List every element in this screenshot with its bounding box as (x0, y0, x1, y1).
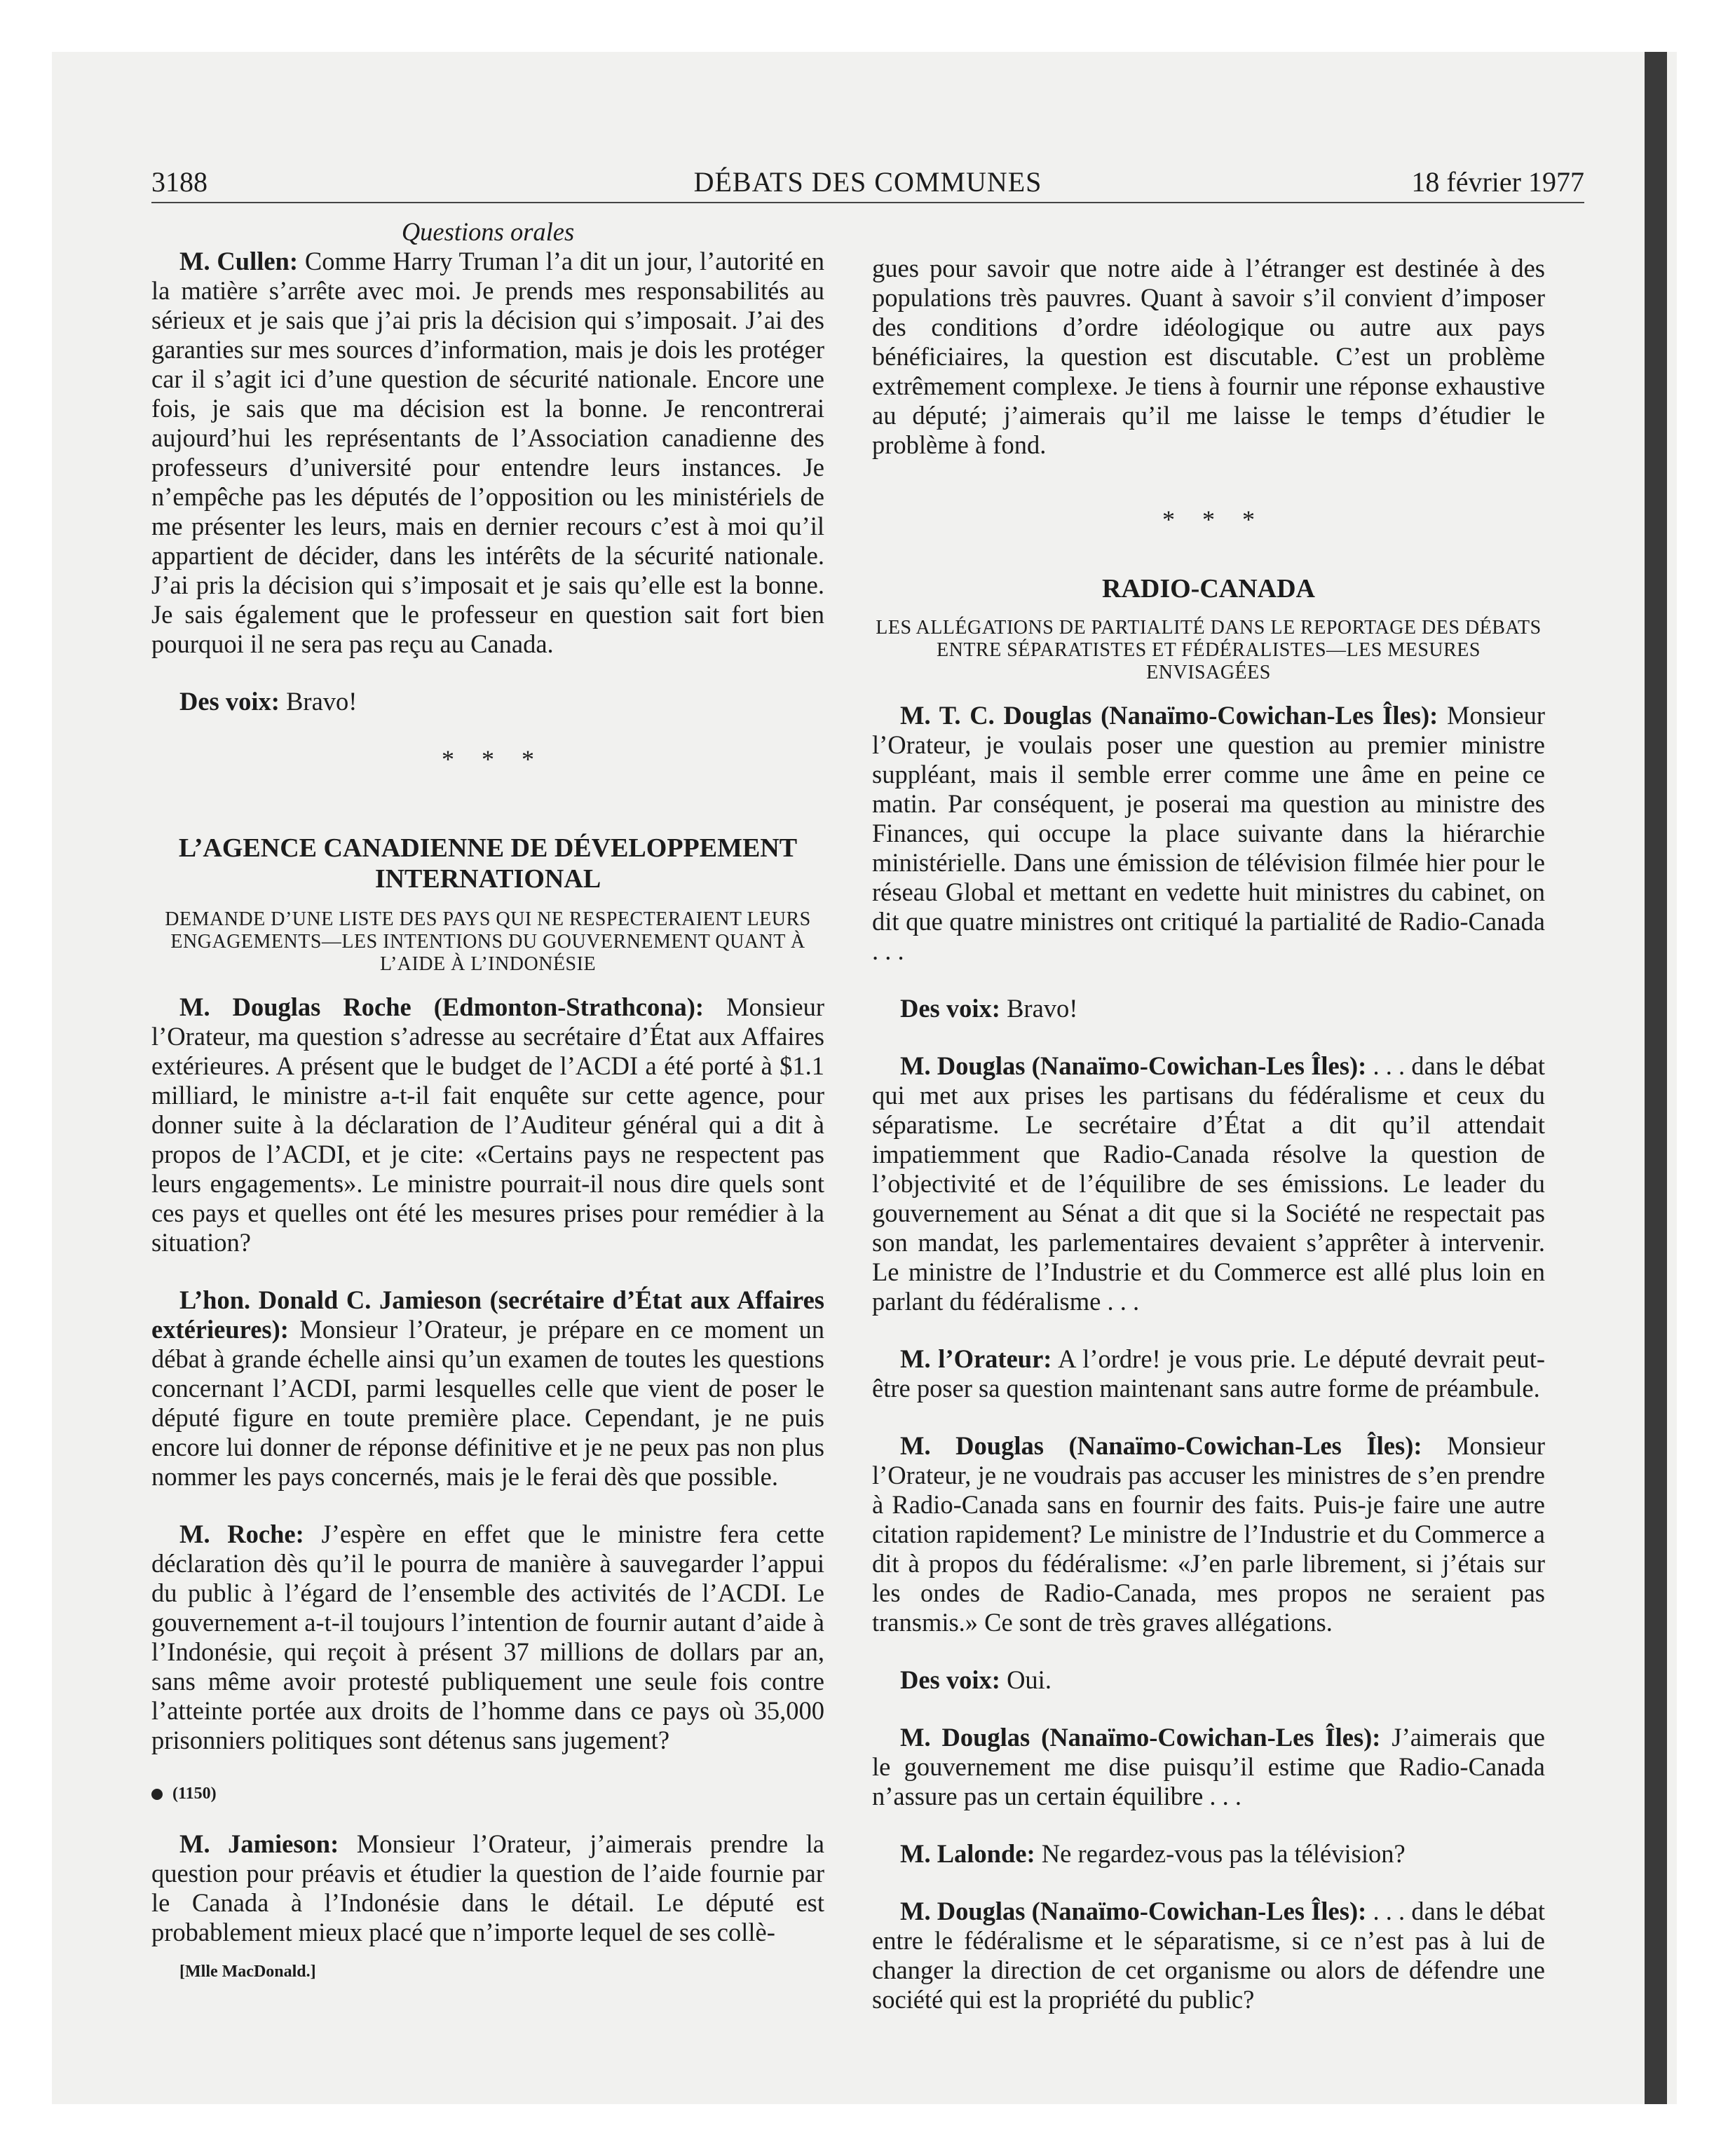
header-date: 18 février 1977 (1411, 166, 1584, 198)
section-title-acdi: L’AGENCE CANADIENNE DE DÉVELOPPEMENT INTERNATIONAL (178, 833, 798, 894)
paragraph-jamieson-2 (151, 1829, 824, 1947)
paragraph-text: A l’ordre! je vous prie. Le député devrait peut-être poser sa question maintenant sans autre forme de préambule. (872, 1344, 1545, 1403)
speaker-name: M. Jamieson: (179, 1829, 339, 1858)
paragraph-text: Monsieur l’Orateur, j’aimerais prendre la question pour préavis et étudier la question de l’aide fournie par le Canada à l’Indonésie dans le détail. Le député est probablement mieux placé que n’importe lequel de ses collè- (151, 1829, 824, 1946)
paragraph-douglas-2 (872, 1051, 1545, 1316)
section-subhead-acdi: DEMANDE D’UNE LISTE DES PAYS QUI NE RESPECTERAIENT LEURS ENGAGEMENTS—LES INTENTIONS DU GOUVERNEMENT QUANT À L’AIDE À L’INDONÉSIE (165, 908, 811, 975)
paragraph-douglas-4 (872, 1723, 1545, 1811)
page-header (151, 163, 1584, 203)
paragraph-text: Monsieur l’Orateur, ma question s’adresse au secrétaire d’État aux Affaires extérieures. A présent que le budget de l’ACDI a été porté à $1.1 milliard, le ministre a-t-il fait enquête sur cette agence, pour donner suite à la déclaration de l’Auditeur général qui a dit à propos de l’ACDI, et je cite: «Certains pays ne respectent pas leurs engagements». Le ministre pourrait-il nous dire quels sont ces pays et quelles ont été les mesures prises pour remédier à la situation? (151, 992, 825, 1257)
left-column (151, 217, 824, 1986)
paragraph-jamieson (151, 1285, 824, 1492)
paragraph-cullen (151, 247, 824, 659)
paragraph-roche-2 (151, 1520, 824, 1755)
speaker-name: M. Lalonde: (900, 1839, 1035, 1868)
paragraph-continuation: gues pour savoir que notre aide à l’étranger est destinée à des populations très pauvres. Quant à savoir s’il convient d’imposer des conditions d’ordre idéologique ou autre aux pays bénéficiaires, la question est discutable. C’est un problème extrêmement complexe. Je tiens à fournir une réponse exhaustive au député; j’aimerais qu’il me laisse le temps d’étudier le problème à fond. (872, 254, 1545, 459)
paragraph-text: Bravo! (1000, 994, 1078, 1023)
time-marker-text: (1150) (172, 1785, 217, 1803)
section-title-radio-canada: RADIO-CANADA (1102, 574, 1315, 603)
speaker-name: Des voix: (179, 687, 280, 716)
section-separator: * * * (1162, 505, 1255, 533)
paragraph-orateur (872, 1344, 1545, 1403)
speaker-name: M. Douglas (Nanaïmo-Cowichan-Les Îles): (900, 1051, 1367, 1080)
speaker-name: M. T. C. Douglas (Nanaïmo-Cowichan-Les Îles): (900, 701, 1438, 730)
speaker-name: L’hon. Donald C. Jamieson (secrétaire d’État aux Affaires extérieures): (151, 1285, 824, 1344)
paragraph-text: Monsieur l’Orateur, je prépare en ce moment un débat à grande échelle ainsi qu’un examen de toutes les questions concernant l’ACDI, parmi lesquelles celle que vient de poser le député figure en toute première place. Cependant, je ne puis encore lui donner de réponse définitive et je ne peux pas non plus nommer les pays concernés, mais je le ferai dès que possible. (151, 1315, 824, 1491)
speaker-signature: [Mlle MacDonald.] (179, 1963, 316, 1981)
paragraph-text: J’espère en effet que le ministre fera cette déclaration dès qu’il le pourra de manière à sauvegarder l’appui du public à l’égard de l’ensemble des activités de l’ACDI. Le gouvernement a-t-il toujours l’intention de fournir autant d’aide à l’Indonésie, qui reçoit à présent 37 millions de dollars par an, sans même avoir protesté publiquement une seule fois contre l’atteinte portée aux droits de l’homme dans ce pays où 35,000 prisonniers politiques sont détenus sans jugement? (151, 1520, 824, 1754)
speaker-name: M. Douglas (Nanaïmo-Cowichan-Les Îles): (900, 1723, 1381, 1752)
right-column (872, 217, 1545, 2014)
paragraph-des-voix (872, 994, 1545, 1023)
speaker-name: M. Douglas Roche (Edmonton-Strathcona): (179, 992, 705, 1021)
paragraph-text: Monsieur l’Orateur, je ne voudrais pas accuser les ministres de s’en prendre à Radio-Canada sans en fournir des faits. Puis-je faire une autre citation rapidement? Le ministre de l’Industrie et du Commerce a dit à propos du fédéralisme: «J’en parle librement, si j’étais sur les ondes de Radio-Canada, mes propos ne seraient pas transmis.» Ce sont de très graves allégations. (872, 1431, 1545, 1637)
page-number: 3188 (151, 166, 207, 198)
section-kicker: Questions orales (401, 217, 575, 246)
paragraph-text: Ne regardez-vous pas la télévision? (1035, 1839, 1406, 1868)
paragraph-text: J’aimerais que le gouvernement me dise puisqu’il estime que Radio-Canada n’assure pas un certain équilibre . . . (872, 1723, 1545, 1810)
speaker-name: M. Douglas (Nanaïmo-Cowichan-Les Îles): (900, 1431, 1422, 1460)
paragraph-roche (151, 992, 824, 1257)
paragraph-text: Comme Harry Truman l’a dit un jour, l’autorité en la matière s’arrête avec moi. Je prends mes responsabilités au sérieux et je sais que j’ai pris la décision qui s’imposait. J’ai des garanties sur mes sources d’information, mais je dois les protéger car il s’agit ici d’une question de sécurité nationale. Encore une fois, je sais que ma décision est la bonne. Je rencontrerai aujourd’hui les représentants de l’Association canadienne des professeurs d’université pour entendre leurs instances. Je n’empêche pas les députés de l’opposition ou les ministériels de me présenter les leurs, mais en dernier recours c’est à moi qu’il appartient de décider, dans les intérêts de la sécurité nationale. J’ai pris la décision qui s’imposait et je sais qu’elle est la bonne. Je sais également que le professeur en question sait fort bien pourquoi il ne sera pas reçu au Canada. (151, 247, 825, 658)
paragraph-douglas-3 (872, 1431, 1545, 1637)
paragraph-text: Monsieur l’Orateur, je voulais poser une question au premier ministre suppléant, mais il semble errer comme une âme en peine ce matin. Par conséquent, je poserai ma question au ministre des Finances, qui occupe la place suivante dans la hiérarchie ministérielle. Dans une émission de télévision filmée hier pour le réseau Global et mettant en vedette huit ministres du cabinet, on dit que quatre ministres ont critiqué la partialité de Radio-Canada . . . (872, 701, 1545, 965)
speaker-name: M. l’Orateur: (900, 1344, 1052, 1373)
paragraph-text: Oui. (1000, 1665, 1052, 1694)
paragraph-lalonde (872, 1839, 1545, 1869)
paragraph-text: Bravo! (279, 687, 358, 716)
speaker-name: Des voix: (900, 1665, 1000, 1694)
time-marker (151, 1779, 824, 1808)
paragraph-des-voix-2 (872, 1665, 1545, 1695)
section-subhead-radio-canada: LES ALLÉGATIONS DE PARTIALITÉ DANS LE REPORTAGE DES DÉBATS ENTRE SÉPARATISTES ET FÉDÉRALISTES—LES MESURES ENVISAGÉES (876, 617, 1542, 683)
paragraph-text: . . . dans le débat entre le fédéralisme et le séparatisme, si ce n’est pas à lui de changer la direction de cet organisme ou alors de défendre une société qui est la propriété du public? (872, 1897, 1546, 2014)
paragraph-douglas-5 (872, 1897, 1545, 2014)
speaker-name: M. Roche: (179, 1520, 304, 1548)
paragraph-text: . . . dans le débat qui met aux prises les partisans du fédéralisme et ceux du séparatisme. Le secrétaire d’État a dit qu’il attendait impatiemment que Radio-Canada résolve la question de l’objectivité et de l’équilibre de ses émissions. Le leader du gouvernement au Sénat a dit que si la Société ne respectait pas son mandat, les parlementaires devaient s’apprêter à intervenir. Le ministre de l’Industrie et du Commerce est allé plus loin en parlant du fédéralisme . . . (872, 1051, 1546, 1316)
speaker-name: Des voix: (900, 994, 1000, 1023)
paragraph-douglas (872, 701, 1545, 966)
journal-title: DÉBATS DES COMMUNES (693, 166, 1042, 198)
speaker-name: M. Cullen: (179, 247, 299, 275)
section-separator: * * * (442, 745, 534, 773)
speaker-name: M. Douglas (Nanaïmo-Cowichan-Les Îles): (900, 1897, 1367, 1925)
scan-edge-bar (1645, 52, 1667, 2104)
bullet-dot-icon (151, 1789, 163, 1800)
paragraph-des-voix (151, 687, 824, 716)
